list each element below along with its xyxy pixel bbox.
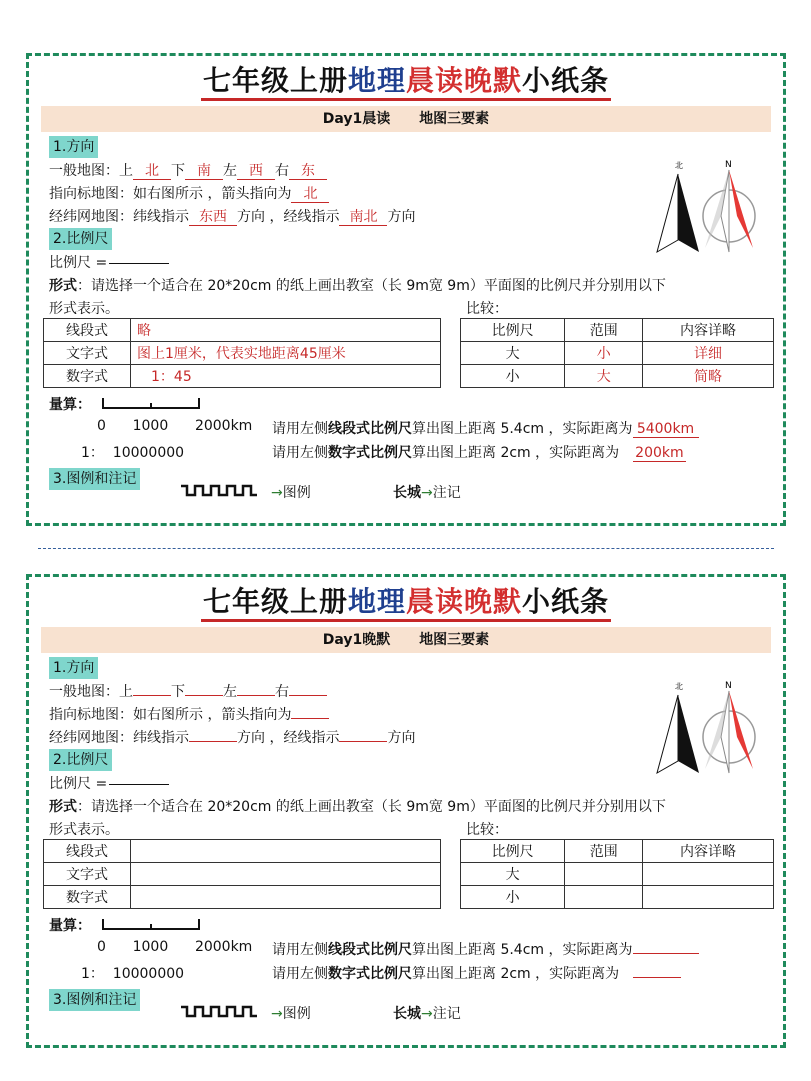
title-part3: 晨读晚默 [406,585,523,618]
text: 数字式比例尺 [328,445,412,461]
calc-label: 量算： [49,397,91,413]
text: 数字式比例尺 [328,966,412,982]
table-row [44,319,441,342]
answer-cell[interactable] [131,840,441,863]
text: → [421,1006,433,1022]
formula-line [109,784,169,785]
cell: 线段式 [44,319,131,342]
text: 1： 10000000 [81,445,185,461]
blank-latitude[interactable] [189,741,237,742]
answer-distance-2[interactable]: 200km [635,445,684,461]
title-part2: 地理 [347,585,406,618]
text: 方向 ，经线指示 [237,209,340,225]
annotation-label [393,482,461,502]
table-row [44,886,441,909]
text: 0 1000 2000km [97,939,253,955]
form-prompt [49,275,666,295]
text: 0 1000 2000km [97,418,253,434]
header-cell: 比例尺 [461,319,565,342]
table-row [44,342,441,365]
text: 算出图上距离 2cm ，实际距离为 [412,966,620,982]
answer-cell[interactable]: 简略 [643,365,774,388]
section-scale: 2.比例尺 [49,228,112,250]
text: ：请选择一个适合在 20*20cm 的纸上画出教室（长 9m宽 9m）平面图的比例尺并分别用以下 [77,278,666,294]
compare-label: 比较： [466,822,508,838]
table-row [461,342,774,365]
answer-cell[interactable] [643,886,774,909]
answer-cell[interactable] [643,863,774,886]
table-row [461,886,774,909]
direction-line-grid [49,727,415,747]
cell: 数字式 [44,886,131,909]
table-header [461,840,774,863]
blank-right[interactable]: 东 [289,163,327,180]
cell: 数字式 [44,365,131,388]
cell: 小 [461,365,565,388]
north-n-label: N [725,681,732,691]
calc-label: 量算： [49,918,91,934]
answer-cell[interactable]: 图上1厘米，代表实地距离45厘米 [131,342,441,365]
answer-distance-1[interactable] [633,953,699,954]
section-legend: 3.图例和注记 [49,989,140,1011]
text: 一般地图：上 [49,684,133,700]
table-header [461,319,774,342]
table-row [461,365,774,388]
text: 线段式比例尺 [328,421,412,437]
topic-label: 地图三要素 [419,111,490,127]
day-label: Day1晚默 [322,632,391,648]
answer-cell[interactable] [131,886,441,909]
table-row [461,863,774,886]
text: 形式 [49,799,77,815]
blank-longitude[interactable]: 南北 [339,209,387,226]
annotation-label [393,1003,461,1023]
calc-question-2 [272,442,686,462]
header-cell: 内容详略 [643,319,774,342]
text: 指向标地图：如右图所示 ，箭头指向为 [49,186,292,202]
text: 方向 ，经线指示 [237,730,340,746]
answer-cell[interactable]: 1：45 [131,365,441,388]
card-evening [26,574,786,1048]
text: 形式 [49,278,77,294]
answer-cell[interactable] [565,863,643,886]
text: 比例尺 = [49,255,108,271]
text: 左 [223,163,237,179]
title-part1: 七年级上册 [202,585,348,618]
text: 指向标地图：如右图所示 ，箭头指向为 [49,707,292,723]
scale-ticks [97,939,252,955]
text: 算出图上距离 2cm ，实际距离为 [412,445,620,461]
cell: 大 [461,342,565,365]
text: 注记 [432,1006,461,1022]
text: 图例 [282,485,311,501]
text: 右 [275,163,289,179]
answer-distance-2[interactable] [633,977,681,978]
text: 算出图上距离 5.4cm ，实际距离为 [412,942,633,958]
text: 方向 [387,730,416,746]
table-row [44,863,441,886]
answer-cell[interactable]: 大 [565,365,643,388]
title-part4: 小纸条 [522,64,610,97]
north-n-label: N [725,160,732,170]
header-cell: 范围 [565,319,643,342]
text: 下 [171,163,185,179]
section-direction: 1.方向 [49,136,98,158]
direction-line-general [49,681,327,701]
page-title [29,64,783,101]
text: → [421,485,433,501]
title-part2: 地理 [347,64,406,97]
text: 长城 [393,485,421,501]
great-wall-symbol-icon [181,483,259,497]
page-title [29,585,783,622]
text: 形式表示。 [49,822,119,838]
answer-distance-1[interactable]: 5400km [633,421,699,438]
title-part1: 七年级上册 [202,64,348,97]
blank-latitude[interactable]: 东西 [189,209,237,226]
legend-label [271,482,311,502]
scale-compare-table [460,839,774,909]
text: 注记 [432,485,461,501]
header-cell: 范围 [565,840,643,863]
direction-line-arrow [49,704,329,724]
text: 请用左侧 [272,942,328,958]
section-scale: 2.比例尺 [49,749,112,771]
cell: 文字式 [44,863,131,886]
calc-question-1 [272,939,699,959]
scale-forms-table [43,318,441,388]
answer-cell[interactable]: 详细 [643,342,774,365]
text: → [271,485,283,501]
text: 经纬网地图：纬线指示 [49,209,189,225]
blank-right[interactable] [289,695,327,696]
cell: 线段式 [44,840,131,863]
direction-line-general [49,160,327,180]
header-cell: 内容详略 [643,840,774,863]
form-prompt [49,796,666,816]
text: 1： 10000000 [81,966,185,982]
blank-up[interactable] [133,695,171,696]
form-prompt-2 [49,819,119,839]
direction-line-grid [49,206,415,226]
ratio-scale [81,963,184,983]
answer-cell[interactable] [565,886,643,909]
legend-label [271,1003,311,1023]
day-banner [41,627,771,653]
text: 请用左侧 [272,445,328,461]
text: 比例尺 = [49,776,108,792]
text: 一般地图：上 [49,163,133,179]
day-label: Day1晨读 [322,111,391,127]
calc-question-2 [272,963,681,983]
cell: 小 [461,886,565,909]
calc-question-1 [272,418,699,438]
blank-arrow[interactable]: 北 [291,186,329,203]
cell: 大 [461,863,565,886]
scale-compare-table [460,318,774,388]
title-part4: 小纸条 [522,585,610,618]
text: 请用左侧 [272,421,328,437]
ratio-scale [81,442,184,462]
text: 左 [223,684,237,700]
blank-arrow[interactable] [291,718,329,719]
north-char-label: 北 [675,682,683,691]
table-row [44,840,441,863]
form-prompt-2 [49,298,119,318]
text: → [271,1006,283,1022]
blank-left[interactable] [237,695,275,696]
blank-longitude[interactable] [339,741,387,742]
scale-formula [49,773,169,793]
direction-line-arrow [49,183,329,203]
topic-label: 地图三要素 [419,632,490,648]
blank-down[interactable] [185,695,223,696]
scale-forms-table [43,839,441,909]
formula-line [109,263,169,264]
answer-cell[interactable]: 略 [131,319,441,342]
answer-cell[interactable]: 小 [565,342,643,365]
cut-line [38,548,774,549]
compare-label: 比较： [466,301,508,317]
text: 形式表示。 [49,301,119,317]
text: 线段式比例尺 [328,942,412,958]
scale-formula [49,252,169,272]
north-char-label: 北 [675,161,683,170]
blank-up[interactable]: 北 [133,163,171,180]
section-direction: 1.方向 [49,657,98,679]
scale-ticks [97,418,252,434]
text: 方向 [387,209,416,225]
blank-down[interactable]: 南 [185,163,223,180]
text: ：请选择一个适合在 20*20cm 的纸上画出教室（长 9m宽 9m）平面图的比例尺并分别用以下 [77,799,666,815]
table-row [44,365,441,388]
text: 请用左侧 [272,966,328,982]
day-banner [41,106,771,132]
line-scale-bar [101,396,211,410]
text: 算出图上距离 5.4cm ，实际距离为 [412,421,633,437]
section-legend: 3.图例和注记 [49,468,140,490]
text: 图例 [282,1006,311,1022]
answer-cell[interactable] [131,863,441,886]
text: 长城 [393,1006,421,1022]
text: 经纬网地图：纬线指示 [49,730,189,746]
header-cell: 比例尺 [461,840,565,863]
north-arrow-icon [651,156,763,256]
card-morning [26,53,786,526]
text: 下 [171,684,185,700]
cell: 文字式 [44,342,131,365]
blank-left[interactable]: 西 [237,163,275,180]
title-part3: 晨读晚默 [406,64,523,97]
text: 右 [275,684,289,700]
great-wall-symbol-icon [181,1004,259,1018]
line-scale-bar [101,917,211,931]
north-arrow-icon [651,677,763,777]
